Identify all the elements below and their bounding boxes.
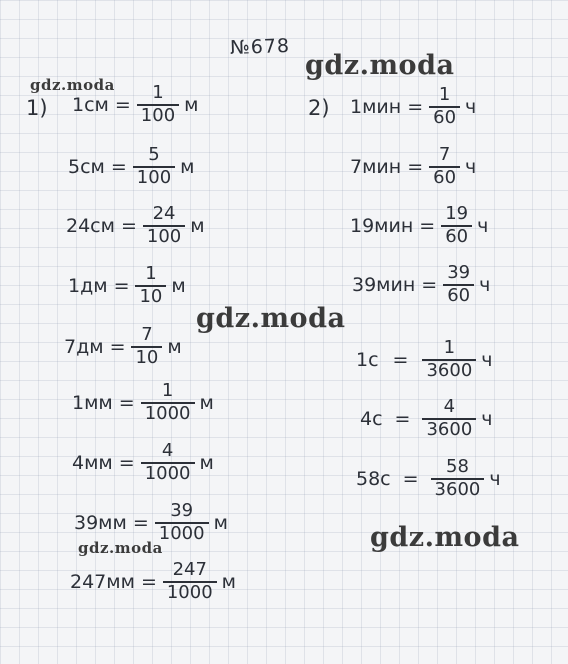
- denominator: 60: [429, 166, 460, 188]
- equals-sign: =: [392, 348, 409, 371]
- denominator: 100: [137, 104, 179, 126]
- denominator: 60: [429, 106, 460, 128]
- denominator: 1000: [163, 581, 217, 603]
- unit: ч: [479, 273, 491, 296]
- conversion-row: [70, 561, 236, 603]
- conversion-row: [352, 264, 490, 306]
- conversion-row: [66, 205, 205, 247]
- conversion-row: [68, 146, 195, 188]
- conversion-row: [68, 265, 186, 307]
- numerator: 7: [438, 144, 451, 165]
- conversion-row: [64, 326, 182, 368]
- equals-sign: =: [407, 155, 424, 178]
- fraction: [155, 502, 209, 544]
- numerator: 39: [170, 500, 194, 521]
- quantity: 1дм: [68, 274, 108, 297]
- fraction: [141, 382, 195, 424]
- fraction: [422, 398, 476, 440]
- equals-sign: =: [109, 335, 126, 358]
- equals-sign: =: [407, 95, 424, 118]
- fraction: [135, 265, 166, 307]
- numerator: 1: [161, 380, 174, 401]
- equals-sign: =: [402, 467, 419, 490]
- fraction: [163, 561, 217, 603]
- equals-sign: =: [110, 155, 127, 178]
- fraction: [143, 205, 185, 247]
- denominator: 10: [135, 285, 166, 307]
- equals-sign: =: [120, 214, 137, 237]
- part-1-label: 1): [26, 96, 48, 120]
- fraction: [443, 264, 474, 306]
- denominator: 100: [133, 166, 175, 188]
- unit: ч: [477, 214, 489, 237]
- quantity: 39мин: [352, 273, 416, 296]
- quantity: 19мин: [350, 214, 414, 237]
- conversion-row: [350, 146, 476, 188]
- quantity: 4мм: [72, 451, 113, 474]
- denominator: 3600: [431, 478, 485, 500]
- fraction: [431, 458, 485, 500]
- fraction: [429, 146, 460, 188]
- conversion-row: [72, 382, 214, 424]
- numerator: 58: [446, 456, 469, 477]
- numerator: 19: [445, 203, 469, 224]
- watermark-bottom-left: gdz.moda: [78, 539, 163, 557]
- unit: м: [199, 391, 214, 414]
- watermark-top-left: gdz.moda: [30, 76, 115, 94]
- equals-sign: =: [140, 570, 157, 593]
- unit: м: [213, 511, 228, 534]
- denominator: 1000: [141, 402, 195, 424]
- unit: ч: [481, 348, 493, 371]
- denominator: 60: [443, 284, 474, 306]
- numerator: 1: [443, 337, 456, 358]
- fraction: [429, 86, 460, 128]
- quantity: 247мм: [70, 570, 135, 593]
- part-2-label: 2): [308, 96, 330, 120]
- unit: ч: [489, 467, 501, 490]
- equals-sign: =: [394, 407, 411, 430]
- conversion-row: [72, 84, 199, 126]
- unit: м: [190, 214, 205, 237]
- quantity: 1мин: [350, 95, 402, 118]
- unit: м: [171, 274, 186, 297]
- unit: ч: [481, 407, 493, 430]
- numerator: 1: [145, 263, 157, 284]
- unit: м: [199, 451, 214, 474]
- quantity: 7дм: [64, 335, 104, 358]
- quantity: 7мин: [350, 155, 402, 178]
- quantity: 39мм: [74, 511, 127, 534]
- unit: м: [167, 335, 182, 358]
- numerator: 247: [172, 559, 207, 580]
- quantity: 1см: [72, 93, 109, 116]
- denominator: 1000: [141, 462, 195, 484]
- denominator: 10: [131, 346, 162, 368]
- unit: м: [180, 155, 195, 178]
- fraction: [131, 326, 162, 368]
- quantity: 24см: [66, 214, 115, 237]
- watermark-bottom-right: gdz.moda: [370, 522, 520, 553]
- quantity: 4с: [360, 407, 383, 430]
- unit: ч: [465, 95, 477, 118]
- quantity: 5см: [68, 155, 105, 178]
- quantity: 58с: [356, 467, 391, 490]
- fraction: [441, 205, 472, 247]
- equals-sign: =: [118, 391, 135, 414]
- numerator: 5: [148, 144, 160, 165]
- fraction: [141, 442, 195, 484]
- conversion-row: [350, 205, 488, 247]
- unit: м: [184, 93, 199, 116]
- numerator: 1: [438, 84, 451, 105]
- conversion-row: [72, 442, 214, 484]
- conversion-row: [74, 502, 228, 544]
- equals-sign: =: [132, 511, 149, 534]
- conversion-row: [356, 339, 493, 381]
- numerator: 4: [161, 440, 174, 461]
- numerator: 39: [447, 262, 471, 283]
- denominator: 60: [441, 225, 472, 247]
- unit: м: [221, 570, 237, 593]
- quantity: 1с: [356, 348, 379, 371]
- watermark-center: gdz.moda: [196, 303, 346, 334]
- denominator: 100: [143, 225, 185, 247]
- numerator: 1: [152, 82, 164, 103]
- conversion-row: [356, 458, 501, 500]
- denominator: 3600: [422, 359, 476, 381]
- denominator: 1000: [155, 522, 209, 544]
- exercise-number: №678: [229, 34, 291, 60]
- unit: ч: [465, 155, 477, 178]
- numerator: 4: [443, 396, 456, 417]
- conversion-row: [350, 86, 476, 128]
- equals-sign: =: [114, 93, 131, 116]
- equals-sign: =: [419, 214, 436, 237]
- equals-sign: =: [113, 274, 130, 297]
- denominator: 3600: [422, 418, 476, 440]
- fraction: [133, 146, 175, 188]
- numerator: 24: [152, 203, 176, 224]
- equals-sign: =: [421, 273, 438, 296]
- fraction: [137, 84, 179, 126]
- watermark-top-right: gdz.moda: [305, 50, 455, 81]
- numerator: 7: [141, 324, 153, 345]
- fraction: [422, 339, 476, 381]
- quantity: 1мм: [72, 391, 113, 414]
- conversion-row: [360, 398, 493, 440]
- equals-sign: =: [118, 451, 135, 474]
